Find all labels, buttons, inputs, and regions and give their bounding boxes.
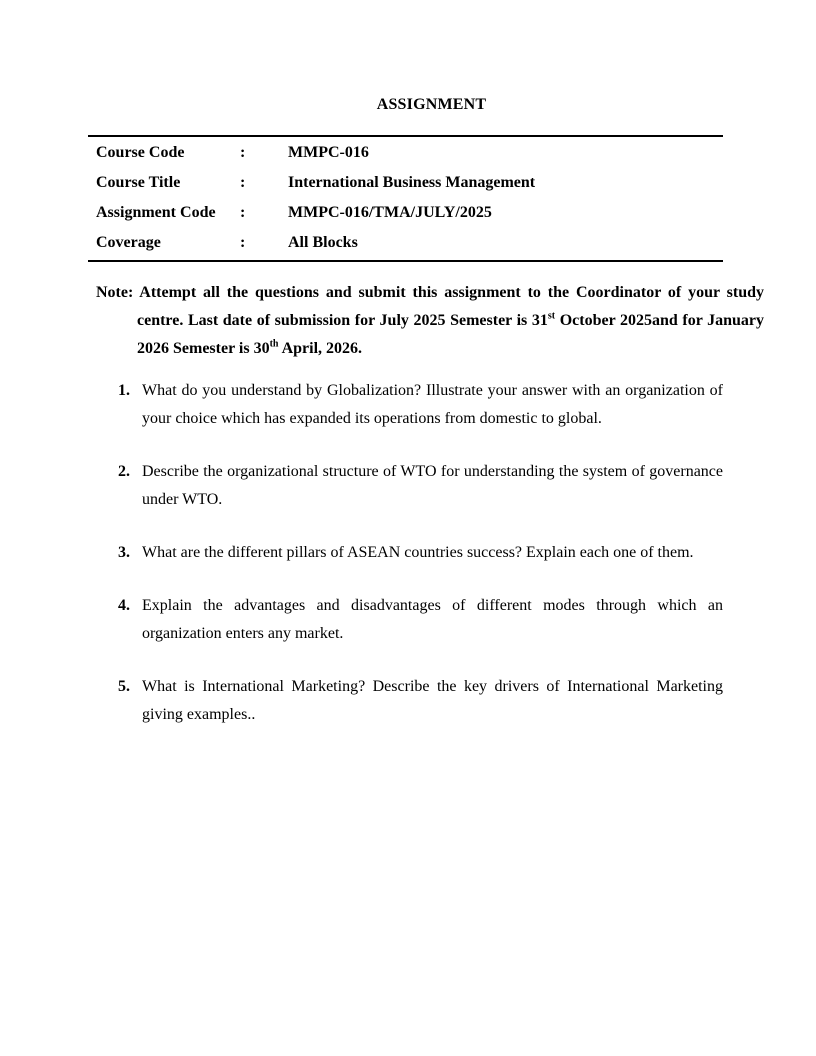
- note-text: October 2025and for January 2026 Semester is 30: [137, 312, 765, 357]
- note-label: Note:: [96, 284, 134, 301]
- question-text: Explain the advantages and disadvantages of different modes through which an organization enters any market.: [142, 597, 723, 642]
- table-row-coverage: [88, 228, 723, 258]
- question-number: 2.: [118, 463, 130, 480]
- question-number: 5.: [118, 678, 130, 695]
- question-item-3: [96, 539, 723, 567]
- note-text: April, 2026.: [278, 340, 363, 357]
- row-label: Coverage: [96, 234, 161, 251]
- row-separator: :: [240, 144, 246, 161]
- page-title: ASSIGNMENT: [376, 96, 487, 113]
- row-separator: :: [240, 174, 246, 191]
- note-text: Attempt all the questions and submit this assignment to the Coordinator of your study centre. Last date of submission for July 2025 Semester is 31: [133, 284, 764, 329]
- table-row-course-title: [88, 168, 723, 198]
- question-list: [96, 377, 723, 754]
- row-label: Course Title: [96, 174, 181, 191]
- row-separator: :: [240, 204, 246, 221]
- question-item-1: [96, 377, 723, 433]
- question-item-4: [96, 592, 723, 648]
- question-item-5: [96, 673, 723, 729]
- question-number: 3.: [118, 544, 130, 561]
- row-separator: :: [240, 234, 246, 251]
- row-value: MMPC-016/TMA/JULY/2025: [288, 204, 492, 221]
- row-value: MMPC-016: [288, 144, 369, 161]
- table-row-course-code: [88, 138, 723, 168]
- course-info-table: [88, 135, 723, 262]
- question-item-2: [96, 458, 723, 514]
- question-text: Describe the organizational structure of WTO for understanding the system of governance under WTO.: [142, 463, 723, 508]
- ordinal-superscript: th: [269, 338, 279, 350]
- row-label: Assignment Code: [96, 204, 216, 221]
- row-value: All Blocks: [288, 234, 358, 251]
- ordinal-superscript: st: [547, 310, 556, 322]
- question-text: What are the different pillars of ASEAN countries success? Explain each one of them.: [142, 544, 694, 561]
- table-row-assignment-code: [88, 198, 723, 228]
- question-number: 4.: [118, 597, 130, 614]
- row-label: Course Code: [96, 144, 185, 161]
- question-text: What is International Marketing? Describe the key drivers of International Marketing giving examples..: [142, 678, 723, 723]
- question-text: What do you understand by Globalization? Illustrate your answer with an organization of your choice which has expanded its operations from domestic to global.: [142, 382, 723, 427]
- row-value: International Business Management: [288, 174, 536, 191]
- note-paragraph: [96, 279, 764, 363]
- question-number: 1.: [118, 382, 130, 399]
